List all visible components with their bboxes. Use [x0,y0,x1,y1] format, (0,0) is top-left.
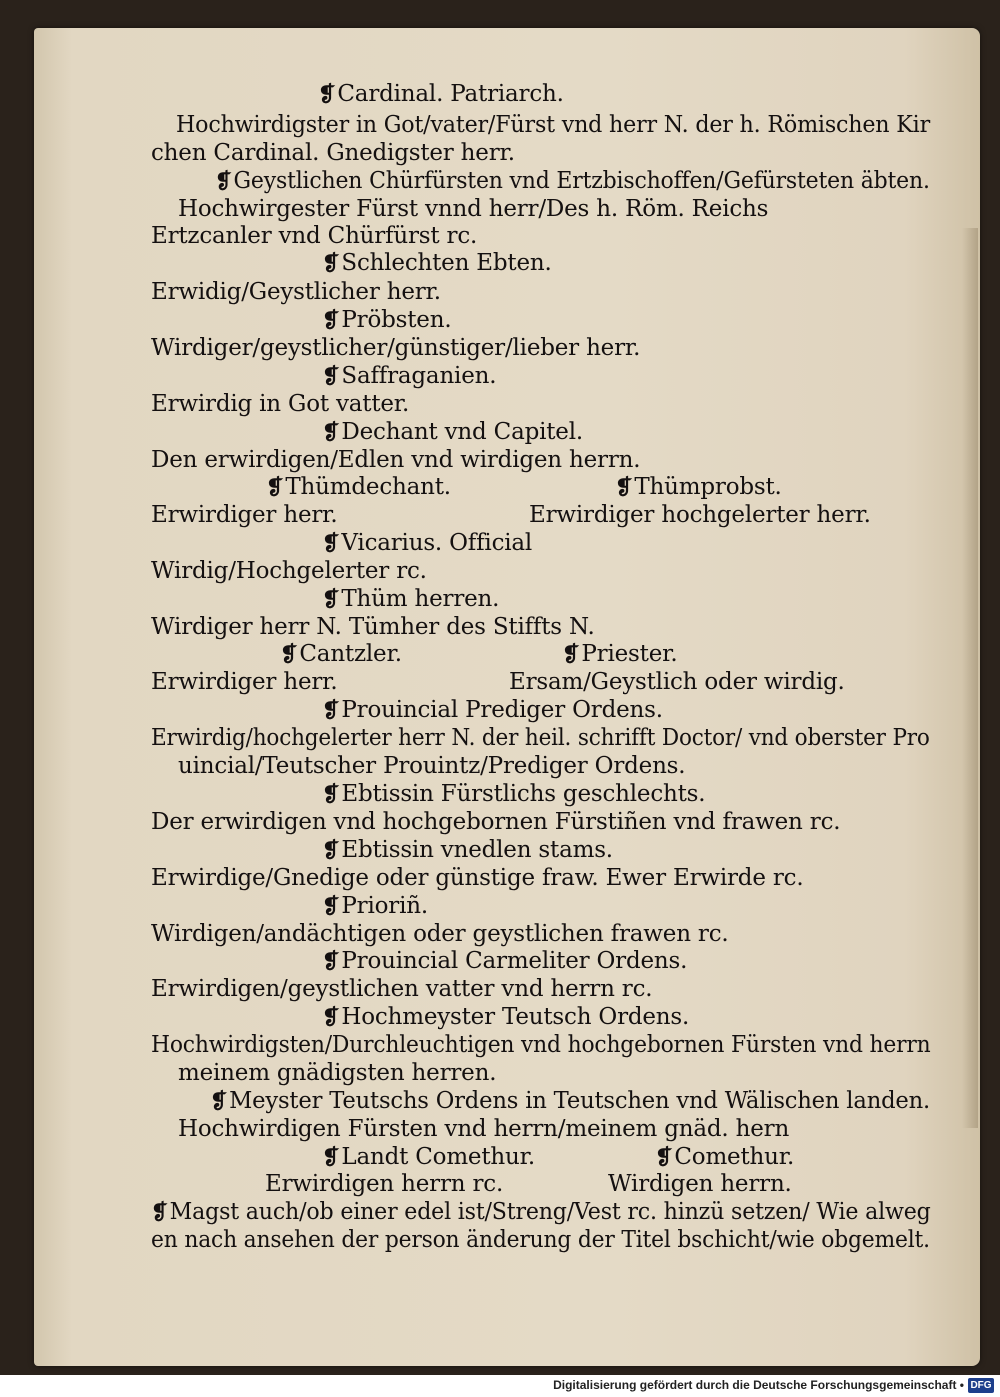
text-line: Wirdigen herrn. [608,1171,792,1197]
text-line: Erwirdig/hochgelerter herr N. der heil. schrifft Doctor/ vnd oberster Pro [151,725,930,751]
funding-credit: Digitalisierung gefördert durch die Deutsche Forschungsgemeinschaft • [553,1378,964,1392]
paragraph-mark: ❡ [151,1199,168,1224]
text-line: ❡Prouincial Carmeliter Ordens. [322,948,688,974]
text-line: Der erwirdigen vnd hochgebornen Fürstiñen vnd frawen rc. [151,809,841,835]
text-line: ❡Dechant vnd Capitel. [322,419,583,445]
paragraph-mark: ❡ [322,697,340,722]
text-line: ❡Meyster Teutschs Ordens in Teutschen vnd Wälischen landen. [210,1088,931,1114]
text-line: Erwirdigen/geystlichen vatter vnd herrn rc. [151,976,653,1002]
paragraph-mark: ❡ [210,1088,228,1113]
text-line: ❡Thümdechant. [266,474,451,500]
text-line: ❡Thüm herren. [322,586,500,612]
paragraph-mark: ❡ [322,530,340,555]
text-line: en nach ansehen der person änderung der Titel bschicht/wie obgemelt. [151,1227,930,1253]
footer-bar [0,1375,1000,1397]
paragraph-mark: ❡ [322,837,340,862]
text-line: ❡Magst auch/ob einer edel ist/Streng/Vest rc. hinzü setzen/ Wie alweg [151,1199,931,1225]
text-line: ❡Comethur. [655,1144,795,1170]
paragraph-mark: ❡ [322,419,340,444]
paragraph-mark: ❡ [322,948,340,973]
text-line: Wirdigen/andächtigen oder geystlichen frawen rc. [151,921,729,947]
dfg-logo[interactable]: DFG [968,1378,994,1393]
text-line: uincial/Teutscher Prouintz/Prediger Ordens. [178,753,686,779]
paragraph-mark: ❡ [322,1144,340,1169]
text-line: Erwirdiger herr. [151,669,338,695]
text-line: chen Cardinal. Gnedigster herr. [151,140,515,166]
text-line: ❡Hochmeyster Teutsch Ordens. [322,1004,690,1030]
text-line: Hochwirdigen Fürsten vnd herrn/meinem gnäd. hern [178,1116,790,1142]
text-line: ❡Geystlichen Chürfürsten vnd Ertzbischoffen/Gefürsteten äbten. [215,168,930,194]
text-line: Hochwirdigster in Got/vater/Fürst vnd herr N. der h. Römischen Kir [176,112,930,138]
text-line: ❡Pröbsten. [322,307,452,333]
paragraph-mark: ❡ [322,307,340,332]
text-line: Ertzcanler vnd Chürfürst rc. [151,223,478,249]
paragraph-mark: ❡ [655,1144,673,1169]
text-line: Wirdiger/geystlicher/günstiger/lieber herr. [151,335,641,361]
paragraph-mark: ❡ [322,250,340,275]
paragraph-mark: ❡ [322,363,340,388]
text-line: ❡Ebtissin vnedlen stams. [322,837,613,863]
text-line: Hochwirgester Fürst vnnd herr/Des h. Röm. Reichs [178,196,769,222]
text-line: Erwirdig in Got vatter. [151,391,410,417]
text-line: ❡Prioriñ. [322,893,428,919]
text-line: meinem gnädigsten herren. [178,1060,497,1086]
text-line: Hochwirdigsten/Durchleuchtigen vnd hochgebornen Fürsten vnd herrn [151,1032,931,1058]
text-line: ❡Ebtissin Fürstlichs geschlechts. [322,781,706,807]
page-fold-shadow [962,228,978,1128]
text-line: Erwirdiger hochgelerter herr. [529,502,871,528]
text-line: Erwirdige/Gnedige oder günstige fraw. Ewer Erwirde rc. [151,865,804,891]
paragraph-mark: ❡ [318,81,336,106]
paragraph-mark: ❡ [322,893,340,918]
text-line: Den erwirdigen/Edlen vnd wirdigen herrn. [151,447,641,473]
text-line: Erwirdiger herr. [151,502,338,528]
paragraph-mark: ❡ [322,586,340,611]
paragraph-mark: ❡ [615,474,633,499]
text-line: ❡Cantzler. [280,641,402,667]
text-line: ❡Prouincial Prediger Ordens. [322,697,663,723]
text-line: Wirdig/Hochgelerter rc. [151,558,427,584]
paragraph-mark: ❡ [322,1004,340,1029]
text-line: Erwirdigen herrn rc. [265,1171,504,1197]
text-line: Erwidig/Geystlicher herr. [151,279,441,305]
paragraph-mark: ❡ [215,168,232,193]
text-line: ❡Saffraganien. [322,363,497,389]
text-line: ❡Vicarius. Official [322,530,533,556]
paragraph-mark: ❡ [266,474,284,499]
paragraph-mark: ❡ [322,781,340,806]
text-line: ❡Landt Comethur. [322,1144,535,1170]
text-line: ❡Priester. [562,641,678,667]
text-line: ❡Schlechten Ebten. [322,250,552,276]
text-line: Wirdiger herr N. Tümher des Stiffts N. [151,614,595,640]
paragraph-mark: ❡ [280,641,298,666]
text-line: ❡Cardinal. Patriarch. [318,81,564,107]
text-line: ❡Thümprobst. [615,474,782,500]
text-line: Ersam/Geystlich oder wirdig. [509,669,845,695]
paragraph-mark: ❡ [562,641,580,666]
